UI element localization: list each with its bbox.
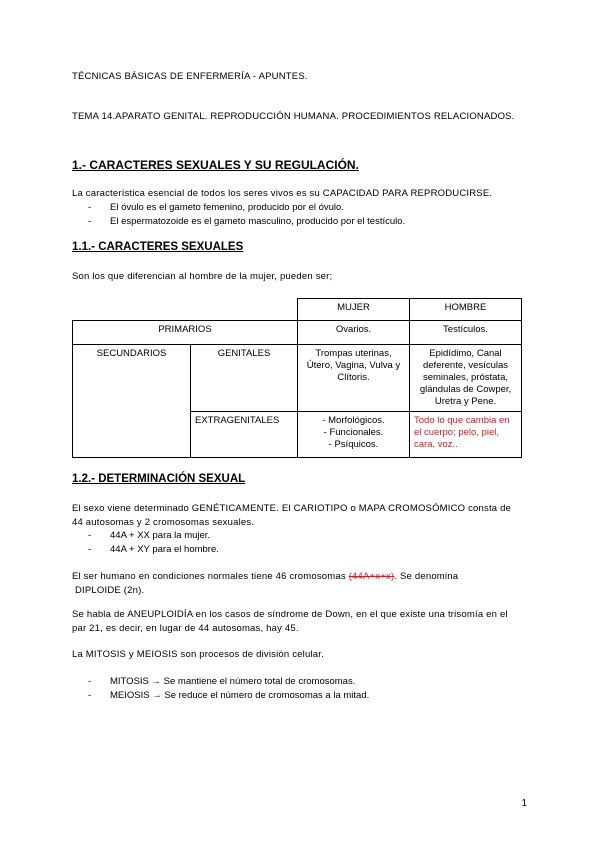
row-genitales-label: GENITALES [191,345,298,412]
section-1-1-intro: Son los que diferencian al hombre de la mujer, pueden ser; [72,271,333,282]
row-secundarios-label: SECUNDARIOS [73,345,191,458]
paragraph-line: El sexo viene determinado GENÉTICAMENTE. El CARIOTIPO o MAPA CROMOSÓMICO consta de [72,503,512,514]
section-1-intro: La característica esencial de todos los seres vivos es su CAPACIDAD PARA REPRODUCIRSE. [72,188,493,199]
paragraph-line: Se habla de ANEUPLOIDÍA en los casos de síndrome de Down, en el que existe una trisomía en el [72,609,508,620]
section-1-1-title: 1.1.- CARACTERES SEXUALES [72,241,244,253]
header-hombre: HOMBRE [410,299,522,321]
row-extragenitales-label: EXTRAGENITALES [191,412,298,458]
document-page: TÉCNICAS BÁSICAS DE ENFERMERÍA - APUNTES. TEMA 14.APARATO GENITAL. REPRODUCCIÓN HUMANA. PROCEDIMIENTOS RELACIONADOS. 1.- CARACTERES SEXUALES Y SU REGULACIÓN. La característica esencial de todos los seres vivos es su CAPACIDAD PARA REPRODUCIRSE. - El óvulo es el gameto femenino, producido por el óvulo. - El espermatozoide es el gameto masculino, producido por el testículo. 1.1.- CARACTERES SEXUALES Son los que diferencian al hombre de la mujer, pueden ser; MUJER HOMBRE PRIMARIOS Ovarios. Testículos. SECUNDARIOS GENITALES Trompas uterinas, Útero, Vagina, Vulva y Clítoris. Epidídimo, Canal deferente, vesículas seminales, próstata, glándulas de Cowper, Uretra y Pene. EXTRAGENITALES - Morfológicos. - Funcionales. - Psíquicos. Todo lo que cambia en el cuerpo; pelo, piel, cara, voz.. 1.2.- DETERMINACIÓN SEXUAL El sexo viene determinado GENÉTICAMENTE. El CARIOTIPO o MAPA CROMOSÓMICO consta de 44 autosomas y 2 cromosomas sexuales. - 44A + XX para la mujer. - 44A + XY para el hombre. El ser humano en condiciones normales tiene 46 cromosomas (44A+x+x). Se denomina DIPLOIDE (2n). Se habla de ANEUPLOIDÍA en los casos de síndrome de Down, en el que existe una trisomía en el par 21, es decir, en lugar de 44 autosomas, hay 45. La MITOSIS y MEIOSIS son procesos de división celular. - MITOSIS → Se mantiene el número total de cromosomas. - MEIOSIS → Se reduce el número de cromosomas a la mitad. 1 [72,71,527,809]
extragenitales-hombre: Todo lo que cambia en el cuerpo; pelo, piel, cara, voz.. [410,412,522,458]
topic-header: TEMA 14.APARATO GENITAL. REPRODUCCIÓN HUMANA. PROCEDIMIENTOS RELACIONADOS. [72,111,515,122]
paragraph-line: DIPLOIDE (2n). [75,585,145,596]
strikethrough-note: (44A+x+x) [348,571,395,582]
paragraph-line: El ser humano en condiciones normales tiene 46 cromosomas (44A+x+x). Se denomina [72,571,459,582]
genitales-mujer: Trompas uterinas, Útero, Vagina, Vulva y Clítoris. [298,345,410,412]
paragraph-line: par 21, es decir, en lugar de 44 autosomas, hay 45. [72,623,299,634]
section-1-2-title: 1.2.- DETERMINACIÓN SEXUAL [72,473,246,485]
paragraph-line: La MITOSIS y MEIOSIS son procesos de división celular. [72,649,324,660]
header-mujer: MUJER [298,299,410,321]
extragenitales-mujer: - Morfológicos. - Funcionales. - Psíquicos. [298,412,410,458]
paragraph-line: 44 autosomas y 2 cromosomas sexuales. [72,517,255,528]
genitales-hombre: Epidídimo, Canal deferente, vesículas seminales, próstata, glándulas de Cowper, Uretra y Pene. [410,345,522,412]
primarios-hombre: Testículos. [410,321,522,345]
sexual-characters-table [72,298,522,458]
section-1-title: 1.- CARACTERES SEXUALES Y SU REGULACIÓN. [72,158,359,172]
row-primarios-label: PRIMARIOS [73,321,298,345]
page-number: 1 [521,798,527,809]
primarios-mujer: Ovarios. [298,321,410,345]
course-header: TÉCNICAS BÁSICAS DE ENFERMERÍA - APUNTES. [72,71,308,82]
